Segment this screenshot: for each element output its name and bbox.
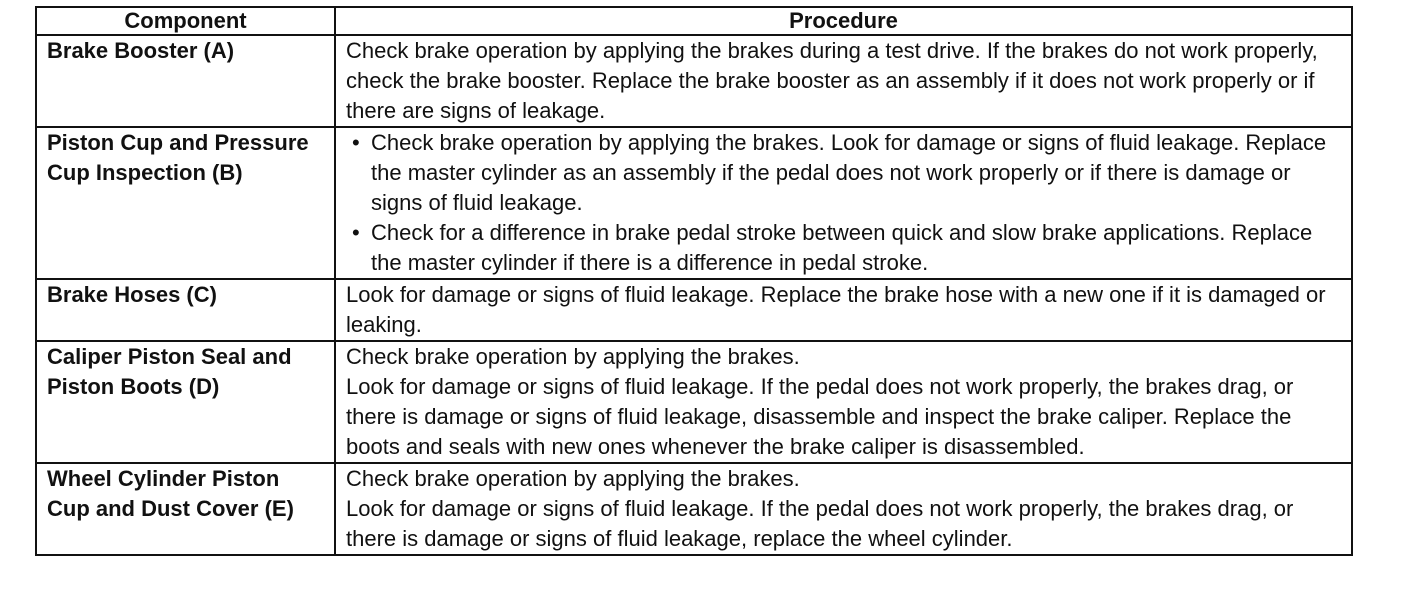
procedure-paragraph: Look for damage or signs of fluid leakage. If the pedal does not work properly, the brakes drag, or there is damage or signs of fluid leakage, disassemble and inspect the brake caliper. Replace the boots and seals with new ones whenever the brake caliper is disassembled. (346, 374, 1294, 459)
procedure-cell (335, 341, 1352, 463)
table-row (36, 127, 1352, 279)
component-cell: Brake Hoses (C) (36, 279, 335, 341)
procedure-paragraph: Check brake operation by applying the brakes during a test drive. If the brakes do not work properly, check the brake booster. Replace the brake booster as an assembly if it does not work properly or if there are signs of leakage. (346, 38, 1318, 123)
component-cell: Piston Cup and Pressure Cup Inspection (B) (36, 127, 335, 279)
header-component: Component (36, 7, 335, 35)
component-cell: Wheel Cylinder Piston Cup and Dust Cover (E) (36, 463, 335, 555)
procedure-paragraph: Look for damage or signs of fluid leakage. If the pedal does not work properly, the brakes drag, or there is damage or signs of fluid leakage, replace the wheel cylinder. (346, 496, 1294, 551)
component-cell: Caliper Piston Seal and Piston Boots (D) (36, 341, 335, 463)
procedure-cell (335, 463, 1352, 555)
table-row (36, 463, 1352, 555)
procedure-bullet: • Check for a difference in brake pedal stroke between quick and slow brake applications. Replace the master cylinder if there is a difference in pedal stroke. (346, 218, 1341, 278)
header-row (36, 7, 1352, 35)
procedure-cell (335, 35, 1352, 127)
inspection-table (35, 6, 1353, 556)
component-cell: Brake Booster (A) (36, 35, 335, 127)
header-procedure: Procedure (335, 7, 1352, 35)
inspection-sheet (35, 6, 1351, 556)
procedure-paragraph: Look for damage or signs of fluid leakage. Replace the brake hose with a new one if it is damaged or leaking. (346, 282, 1326, 337)
procedure-paragraph: Check brake operation by applying the brakes. (346, 344, 800, 369)
table-row (36, 279, 1352, 341)
table-row (36, 341, 1352, 463)
table-row (36, 35, 1352, 127)
procedure-paragraph: Check brake operation by applying the brakes. (346, 466, 800, 491)
procedure-bullet: • Check brake operation by applying the brakes. Look for damage or signs of fluid leakage. Replace the master cylinder as an assembly if the pedal does not work properly or if there is damage or signs of fluid leakage. (346, 128, 1341, 218)
procedure-cell (335, 127, 1352, 279)
procedure-bullet-list (346, 128, 1341, 278)
procedure-cell (335, 279, 1352, 341)
